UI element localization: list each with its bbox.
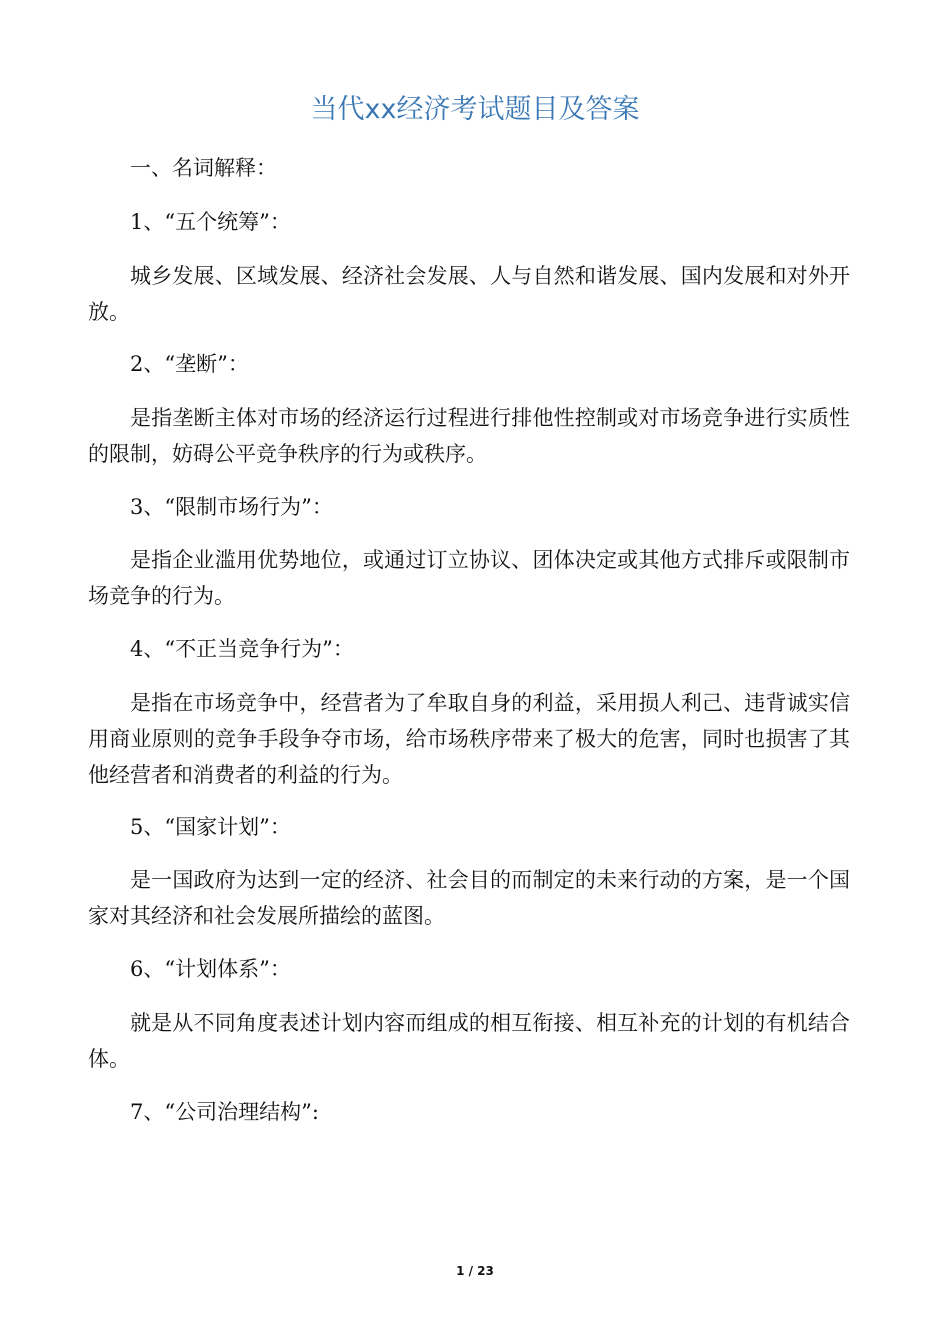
section-heading: 一、名词解释：: [130, 156, 277, 180]
definition-6: 就是从不同角度表述计划内容而组成的相互衔接、相互补充的计划的有机结合体。: [88, 1011, 850, 1071]
document-title: 当代xx经济考试题目及答案: [310, 94, 640, 125]
definition-3: 是指企业滥用优势地位，或通过订立协议、团体决定或其他方式排斥或限制市场竞争的行为。: [88, 548, 850, 608]
definition-1: 城乡发展、区域发展、经济社会发展、人与自然和谐发展、国内发展和对外开放。: [88, 264, 850, 324]
definition-4: 是指在市场竞争中，经营者为了牟取自身的利益，采用损人利己、违背诚实信用商业原则的竞争手段争夺市场，给市场秩序带来了极大的危害，同时也损害了其他经营者和消费者的利益的行为。: [88, 691, 850, 787]
term-4: 4、“不正当竞争行为”：: [130, 637, 354, 661]
definition-5: 是一国政府为达到一定的经济、社会目的而制定的未来行动的方案，是一个国家对其经济和社会发展所描绘的蓝图。: [88, 868, 850, 928]
definition-2: 是指垄断主体对市场的经济运行过程进行排他性控制或对市场竞争进行实质性的限制，妨碍公平竞争秩序的行为或秩序。: [88, 406, 850, 466]
term-5: 5、“国家计划”：: [130, 815, 291, 839]
page-number: 1 / 23: [456, 1264, 494, 1278]
term-6: 6、“计划体系”：: [130, 957, 291, 981]
term-3: 3、“限制市场行为”：: [130, 495, 333, 519]
term-2: 2、“垄断”：: [130, 352, 249, 376]
term-7: 7、“公司治理结构”:: [130, 1100, 319, 1124]
term-1: 1、“五个统筹”：: [130, 210, 291, 234]
